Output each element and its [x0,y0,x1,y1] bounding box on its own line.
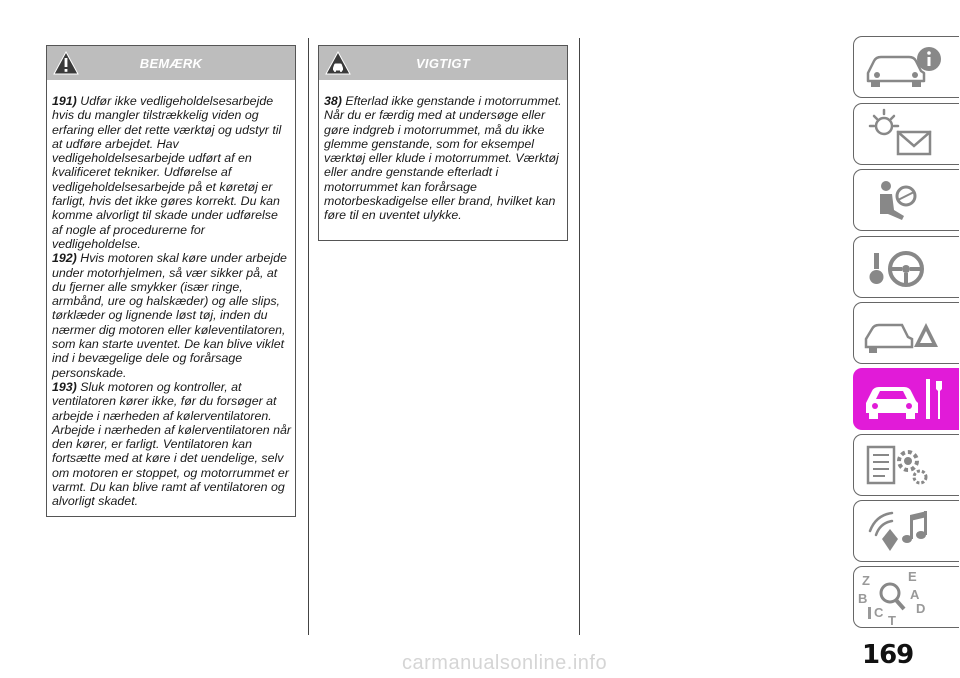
note-number: 191) [52,94,77,108]
svg-text:C: C [874,605,884,620]
important-box-title: VIGTIGT [415,55,471,71]
note-number: 193) [52,379,77,394]
svg-text:A: A [910,587,920,602]
warning-lights-message-icon [854,104,960,166]
watermark: carmanualsonline.info [402,652,608,674]
svg-text:B: B [858,591,868,606]
car-info-icon [854,37,960,99]
alphabetical-index-icon [854,567,960,629]
column-divider-right [579,38,580,635]
svg-text:D: D [916,601,926,616]
tab-maintenance[interactable] [853,368,959,430]
svg-text:Z: Z [862,573,870,588]
breakdown-warning-triangle-icon [854,303,960,365]
note-box-title: BEMÆRK [139,55,203,71]
car-wrench-service-icon [854,369,960,431]
note-paragraph-192 [52,251,291,380]
car-warning-icon [325,50,351,76]
note-paragraph-191 [52,94,291,251]
svg-text:E: E [908,569,917,584]
multimedia-music-icon [854,501,960,563]
note-text: Hvis motoren skal køre under arbejde under motorhjelmen, så vær sikker på, at du fjerner alle smykker (især ringe, armbånd, ure og halskæder) og alle slips, tørklæder og lignende løst tøj, inden du nærmer dig motoren eller køleventilatoren, som kan starte uventet. De kan blive viklet ind i bevægelige dele og forårsage personskade. [52,251,287,380]
note-box [46,45,296,517]
note-paragraph-193 [52,380,291,509]
svg-text:T: T [888,613,896,628]
note-text: Udfør ikke vedligeholdelsesarbejde hvis du mangler tilstrækkelig viden og erfaring eller det rette værktøj og udstyr til at udføre arbejdet. Hav vedligeholdelsesarbejde udført af en kvalificeret tekniker. Udførelse af vedligeholdelsesarbejde på et køretøj er farligt, hvis det ikke gøres korrekt. Du kan komme alvorligt til skade under udførelse af nogle af procedurerne for vedligeholdelse. [52,94,282,251]
note-text: Sluk motoren og kontroller, at ventilatoren kører ikke, før du forsøger at arbejde i nærheden af kølerventilatoren. Arbejde i nærheden af kølerventilatoren når den kører, er farligt. Ventilatoren kan fortsætte med at køre i det uendelige, selv om motoren er stoppet, og motorrummet er varmt. Du kan blive ramt af ventilatoren og alvorligt skadet. [52,379,291,509]
technical-data-gears-icon [854,435,960,497]
important-box [318,45,568,241]
tab-safety[interactable] [853,169,959,231]
tab-car-info[interactable] [853,36,959,98]
important-box-header [319,46,567,80]
key-steering-wheel-icon [854,237,960,299]
seat-airbag-icon [854,170,960,232]
tab-index[interactable] [853,566,959,628]
important-number: 38) [324,94,342,108]
warning-triangle-icon [53,50,79,76]
tab-technical-data[interactable] [853,434,959,496]
note-box-header [47,46,295,80]
important-box-body [319,80,567,231]
page-number: 169 [862,640,914,670]
important-paragraph-38 [324,94,563,223]
tab-warning-lights[interactable] [853,103,959,165]
important-text: Efterlad ikke genstande i motorrummet. Når du er færdig med at undersøge eller gøre indgreb i motorrummet, må du ikke glemme genstande, som for eksempel værktøj eller klude i motorrummet. Værktøj eller andre genstande efterladt i motorrummet kan forårsage motorbeskadigelse eller brand, hvilket kan føre til en uventet ulykke. [324,94,562,223]
tab-multimedia[interactable] [853,500,959,562]
tab-starting-driving[interactable] [853,236,959,298]
note-box-body [47,80,295,517]
note-number: 192) [52,251,77,266]
column-divider-left [308,38,309,635]
tab-emergency[interactable] [853,302,959,364]
